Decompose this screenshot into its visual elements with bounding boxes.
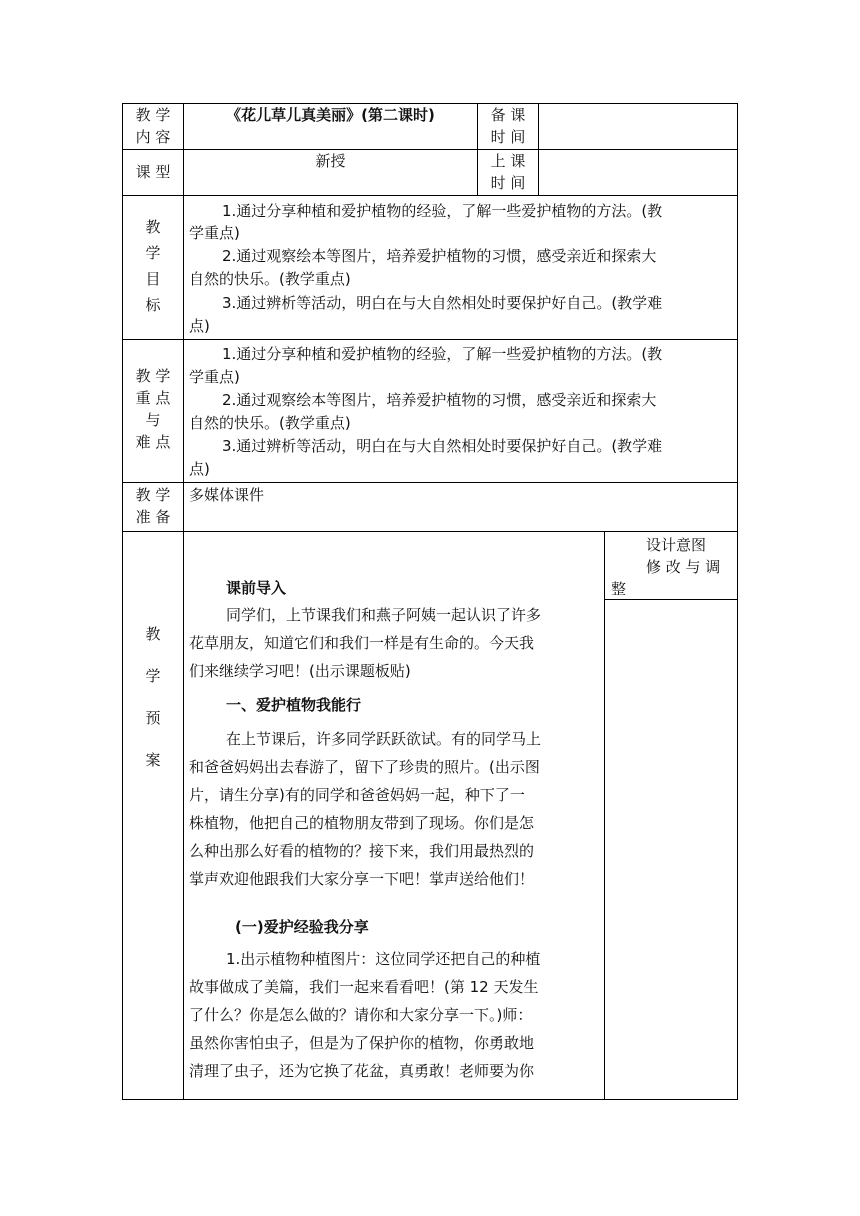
plan-line: 虽然你害怕虫子，但是为了保护你的植物，你勇敢地 xyxy=(189,1034,535,1052)
plan-label: 教 学 预 案 xyxy=(145,625,161,769)
row-divider-4 xyxy=(122,482,738,483)
objective-line: 学重点) xyxy=(189,224,240,242)
plan-line: 和爸爸妈妈出去春游了，留下了珍贵的照片。(出示图 xyxy=(189,758,540,776)
plan-line: 片，请生分享)有的同学和爸爸妈妈一起，种下了一 xyxy=(189,786,525,804)
objectives-label: 教 学 目 标 xyxy=(145,218,161,314)
row-divider-5 xyxy=(122,531,738,532)
label-column-divider xyxy=(183,103,184,1100)
key-point-line: 1.通过分享种植和爱护植物的经验，了解一些爱护植物的方法。(教 xyxy=(222,345,663,363)
plan-line: 掌声欢迎他跟我们大家分享一下吧！掌声送给他们！ xyxy=(189,870,535,888)
plan-line: 故事做成了美篇，我们一起来看看吧！(第 12 天发生 xyxy=(189,978,539,996)
prep-time-label: 备 课 时 间 xyxy=(490,106,526,146)
plan-heading: (一)爱护经验我分享 xyxy=(235,918,369,936)
objective-line: 自然的快乐。(教学重点) xyxy=(189,270,351,288)
design-intent-body xyxy=(605,600,737,1099)
plan-line: 在上节课后，许多同学跃跃欲试。有的同学马上 xyxy=(226,730,542,748)
key-point-line: 点) xyxy=(189,460,210,478)
class-time-value xyxy=(539,150,737,195)
plan-line: 了什么？你是怎么做的？请你和大家分享一下。)师： xyxy=(189,1006,533,1024)
objective-line: 3.通过辨析等活动，明白在与大自然相处时要保护好自己。(教学难 xyxy=(222,294,663,312)
lesson-title: 《花儿草儿真美丽》(第二课时) xyxy=(226,106,435,124)
prep-time-value xyxy=(539,104,737,149)
key-point-line: 3.通过辨析等活动，明白在与大自然相处时要保护好自己。(教学难 xyxy=(222,437,663,455)
plan-line: 们来继续学习吧！(出示课题板贴) xyxy=(189,662,411,680)
objective-line: 1.通过分享种植和爱护植物的经验，了解一些爱护植物的方法。(教 xyxy=(222,202,663,220)
table-border-bottom xyxy=(122,1099,738,1100)
plan-line: 同学们，上节课我们和燕子阿姨一起认识了许多 xyxy=(226,606,542,624)
type-label: 课 型 xyxy=(135,163,171,181)
type-value: 新授 xyxy=(315,152,346,170)
plan-line: 清理了虫子，还为它换了花盆，真勇敢！老师要为你 xyxy=(189,1062,535,1080)
table-border-right xyxy=(737,103,738,1100)
preparation-value: 多媒体课件 xyxy=(189,486,265,504)
key-point-line: 自然的快乐。(教学重点) xyxy=(189,414,351,432)
plan-line: 么种出那么好看的植物的？接下来，我们用最热烈的 xyxy=(189,842,535,860)
plan-line: 1.出示植物种植图片：这位同学还把自己的种植 xyxy=(226,950,541,968)
key-points-label: 教 学 重 点 与 难 点 xyxy=(135,367,171,451)
objective-line: 点) xyxy=(189,317,210,335)
class-time-label: 上 课 时 间 xyxy=(490,152,526,192)
plan-line: 株植物，他把自己的植物朋友带到了现场。你们是怎 xyxy=(189,814,535,832)
plan-heading: 一、爱护植物我能行 xyxy=(226,696,362,714)
row-divider-3 xyxy=(122,339,738,340)
key-point-line: 学重点) xyxy=(189,368,240,386)
plan-line: 花草朋友，知道它们和我们一样是有生命的。今天我 xyxy=(189,634,535,652)
plan-heading: 课前导入 xyxy=(226,579,287,597)
row-divider-2 xyxy=(122,195,738,196)
content-label: 教 学 内 容 xyxy=(135,106,171,146)
preparation-label: 教 学 准 备 xyxy=(135,486,171,526)
objective-line: 2.通过观察绘本等图片，培养爱护植物的习惯，感受亲近和探索大 xyxy=(222,247,657,265)
key-point-line: 2.通过观察绘本等图片，培养爱护植物的习惯，感受亲近和探索大 xyxy=(222,391,657,409)
